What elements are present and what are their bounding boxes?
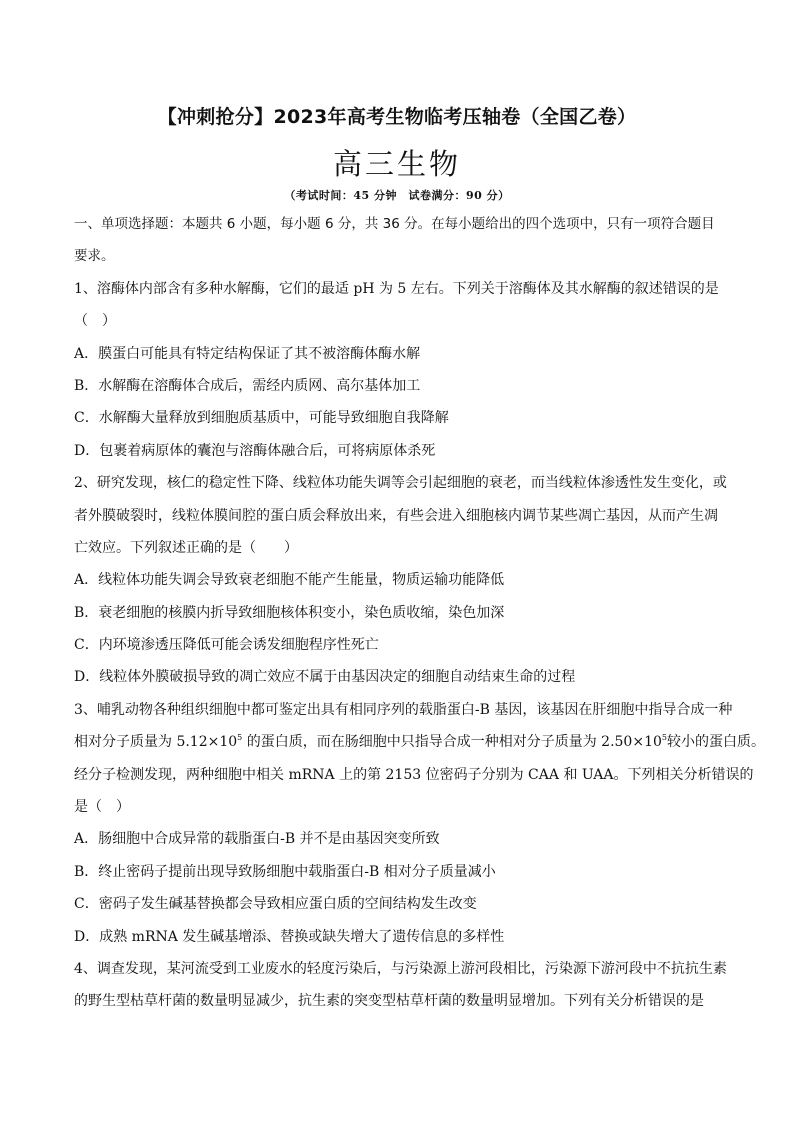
question-3	[74, 700, 765, 947]
stem-text: 较小的蛋白质。	[666, 734, 765, 751]
stem-text: 的蛋白质，而在肠细胞中只指导合成一种相对分子质量为 2.50×10	[242, 734, 662, 751]
question-stem: 3、哺乳动物各种组织细胞中都可鉴定出具有相同序列的载脂蛋白-B 基因，该基因在肝细胞中指导合成一种	[74, 701, 733, 718]
option-a: A．膜蛋白可能具有特定结构保证了其不被溶酶体酶水解	[74, 345, 421, 362]
section-instruction: 要求。	[74, 248, 115, 265]
question-2	[74, 473, 727, 687]
question-stem: 1、溶酶体内部含有多种水解酶，它们的最适 pH 为 5 左右。下列关于溶酶体及其水解酶的叙述错误的是	[74, 280, 719, 297]
option-d: D．包裹着病原体的囊泡与溶酶体融合后，可将病原体杀死	[74, 442, 436, 459]
stem-text: 相对分子质量为 5.12×10	[74, 734, 238, 751]
option-a: A．线粒体功能失调会导致衰老细胞不能产生能量，物质运输功能降低	[74, 572, 505, 589]
exponent: 5	[661, 733, 667, 743]
question-stem: （ ）	[74, 313, 116, 330]
exam-info: （考试时间：45 分钟 试卷满分：90 分）	[284, 189, 510, 202]
question-stem: 的野生型枯草杆菌的数量明显减少，抗生素的突变型枯草杆菌的数量明显增加。下列有关分析错误的是	[74, 993, 704, 1010]
question-stem: 者外膜破裂时，线粒体膜间腔的蛋白质会释放出来，有些会进入细胞核内调节某些凋亡基因，从而产生凋	[74, 507, 718, 524]
question-4	[74, 959, 727, 1011]
option-d: D．成熟 mRNA 发生碱基增添、替换或缺失增大了遗传信息的多样性	[74, 928, 505, 945]
option-b: B．终止密码子提前出现导致肠细胞中载脂蛋白-B 相对分子质量减小	[74, 863, 496, 880]
section-instruction: 一、单项选择题：本题共 6 小题，每小题 6 分，共 36 分。在每小题给出的四个选项中，只有一项符合题目	[74, 216, 715, 232]
question-stem: 4、调查发现，某河流受到工业废水的轻度污染后，与污染源上游河段相比，污染源下游河段中不抗抗生素	[74, 960, 727, 977]
option-c: C．内环境渗透压降低可能会诱发细胞程序性死亡	[74, 637, 379, 654]
exponent: 5	[237, 733, 243, 743]
question-stem: 是（ ）	[74, 799, 130, 816]
subject-title: 高三生物	[332, 147, 461, 181]
option-b: B．衰老细胞的核膜内折导致细胞核体积变小，染色质收缩，染色加深	[74, 604, 505, 621]
option-a: A．肠细胞中合成异常的载脂蛋白-B 并不是由基因突变所致	[74, 831, 440, 848]
option-c: C．水解酶大量释放到细胞质基质中，可能导致细胞自我降解	[74, 410, 449, 427]
question-stem: 经分子检测发现，两种细胞中相关 mRNA 上的第 2153 位密码子分别为 CAA 和 UAA。下列相关分析错误的	[74, 766, 754, 783]
option-b: B．水解酶在溶酶体合成后，需经内质网、高尔基体加工	[74, 377, 421, 394]
exam-title: 【冲刺抢分】2023年高考生物临考压轴卷（全国乙卷）	[157, 106, 637, 128]
question-stem-with-exponents	[74, 732, 765, 752]
question-1	[74, 279, 724, 461]
option-c: C．密码子发生碱基替换都会导致相应蛋白质的空间结构发生改变	[74, 896, 477, 913]
question-stem: 2、研究发现，核仁的稳定性下降、线粒体功能失调等会引起细胞的衰老，而当线粒体渗透性发生变化，或	[74, 475, 727, 492]
option-d: D．线粒体外膜破损导致的凋亡效应不属于由基因决定的细胞自动结束生命的过程	[74, 669, 576, 686]
question-stem: 亡效应。下列叙述正确的是（ ）	[74, 539, 298, 556]
exam-content	[74, 214, 765, 1024]
